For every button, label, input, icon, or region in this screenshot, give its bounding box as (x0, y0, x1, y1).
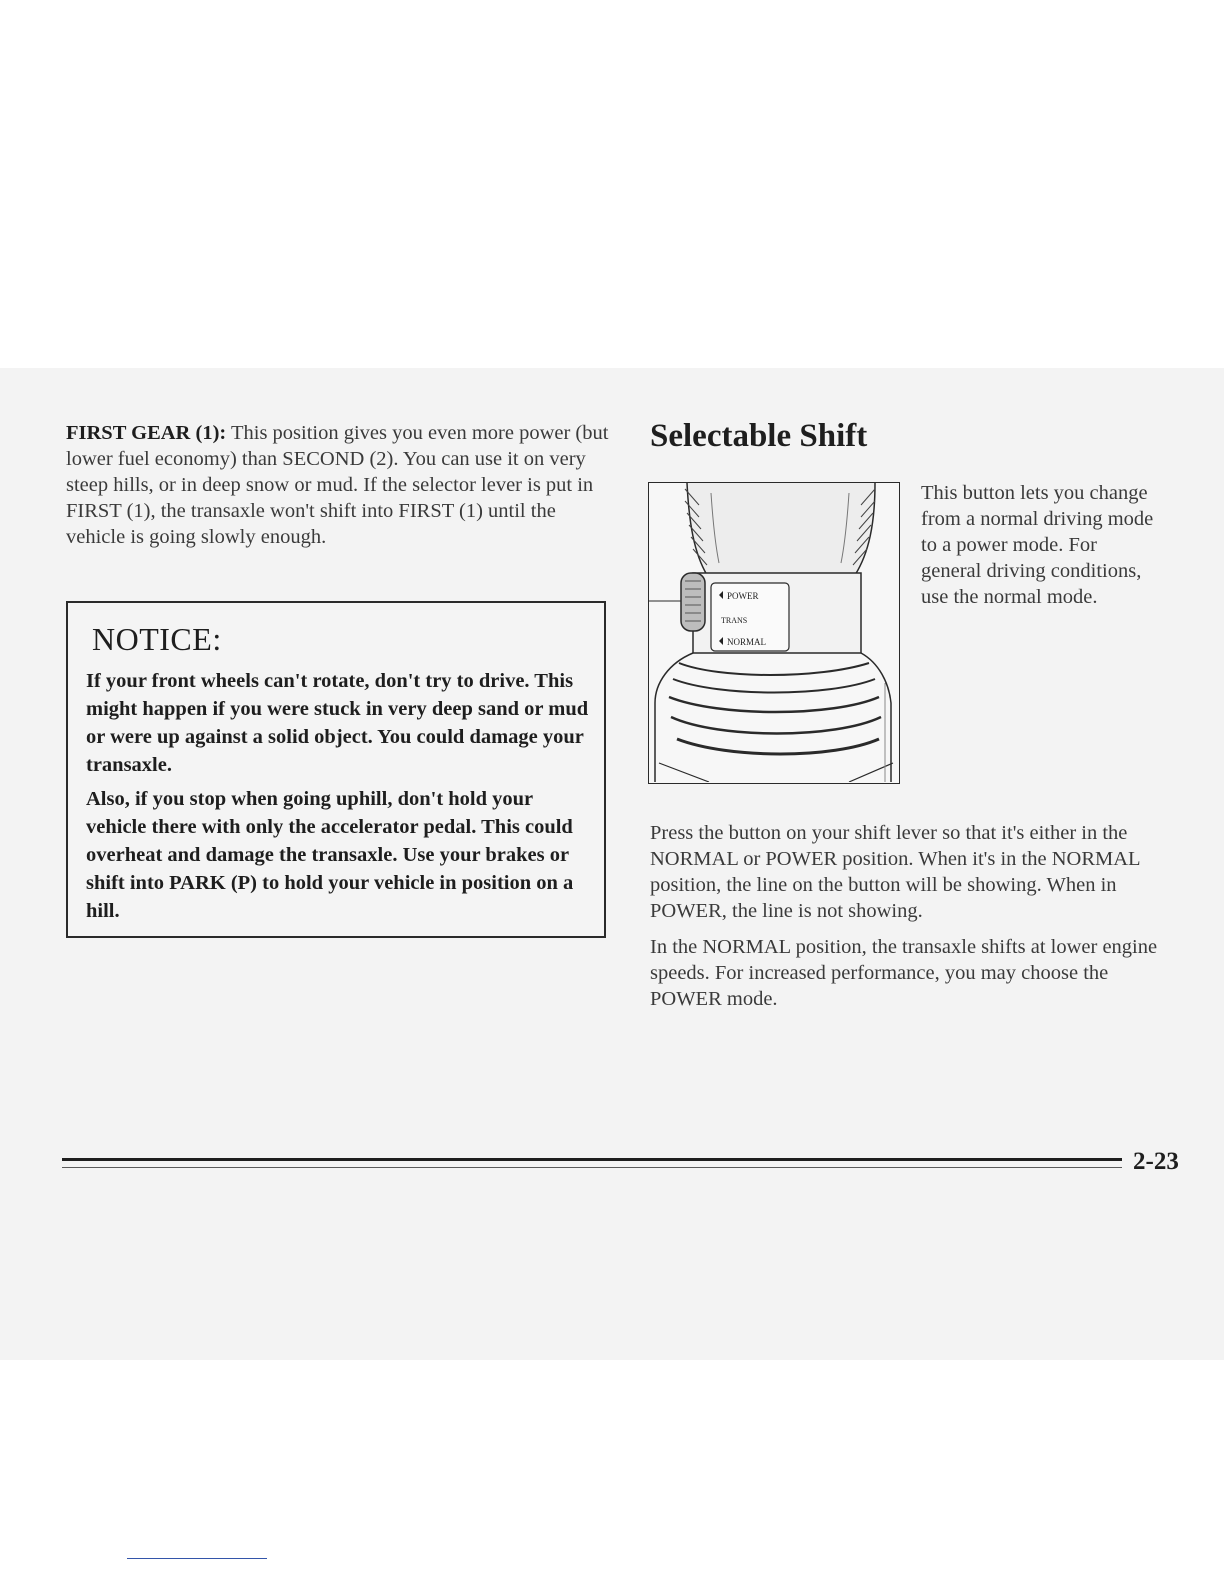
normal-label: NORMAL (727, 637, 767, 647)
trans-label: TRANS (721, 616, 748, 625)
section-title: Selectable Shift (650, 418, 868, 454)
selectable-shift-body (650, 820, 1180, 1022)
power-label: POWER (727, 591, 759, 601)
first-gear-label: FIRST GEAR (1): (66, 422, 227, 444)
footer-rule-thick (62, 1158, 1122, 1161)
first-gear-text: This position gives you even more power (but lower fuel economy) than SECOND (2). You can use it on very steep hills, or in deep snow or mud. If the selector lever is put in FIRST (1), the transaxle won't shift into FIRST (1) until the vehicle is going slowly enough. (66, 422, 609, 548)
notice-box (66, 601, 606, 938)
first-gear-section (66, 420, 614, 550)
notice-title: NOTICE: (92, 621, 222, 657)
shift-lever-illustration (648, 482, 900, 784)
footer-rule-thin (62, 1167, 1122, 1168)
shift-lever-drawing (649, 483, 898, 782)
page-number: 2-23 (1133, 1148, 1179, 1175)
notice-paragraph-1: If your front wheels can't rotate, don't try to drive. This might happen if you were stuck in very deep sand or mud or were up against a solid object. You could damage your transaxle. (86, 670, 589, 776)
figure-caption (921, 480, 1161, 610)
shift-button-paragraph: Press the button on your shift lever so that it's either in the NORMAL or POWER position. When it's in the NORMAL position, the line on the button will be showing. When in POWER, the line is not showing. (650, 822, 1140, 922)
first-gear-paragraph (66, 420, 614, 550)
figure-caption-text: This button lets you change from a normal driving mode to a power mode. For general driving conditions, use the normal mode. (921, 482, 1154, 608)
footer-link-line (127, 1558, 267, 1559)
normal-mode-paragraph: In the NORMAL position, the transaxle shifts at lower engine speeds. For increased performance, you may choose the POWER mode. (650, 936, 1158, 1010)
notice-paragraph-2: Also, if you stop when going uphill, don't hold your vehicle there with only the accelerator pedal. This could overheat and damage the transaxle. Use your brakes or shift into PARK (P) to hold your vehicle in position on a hill. (86, 788, 574, 922)
